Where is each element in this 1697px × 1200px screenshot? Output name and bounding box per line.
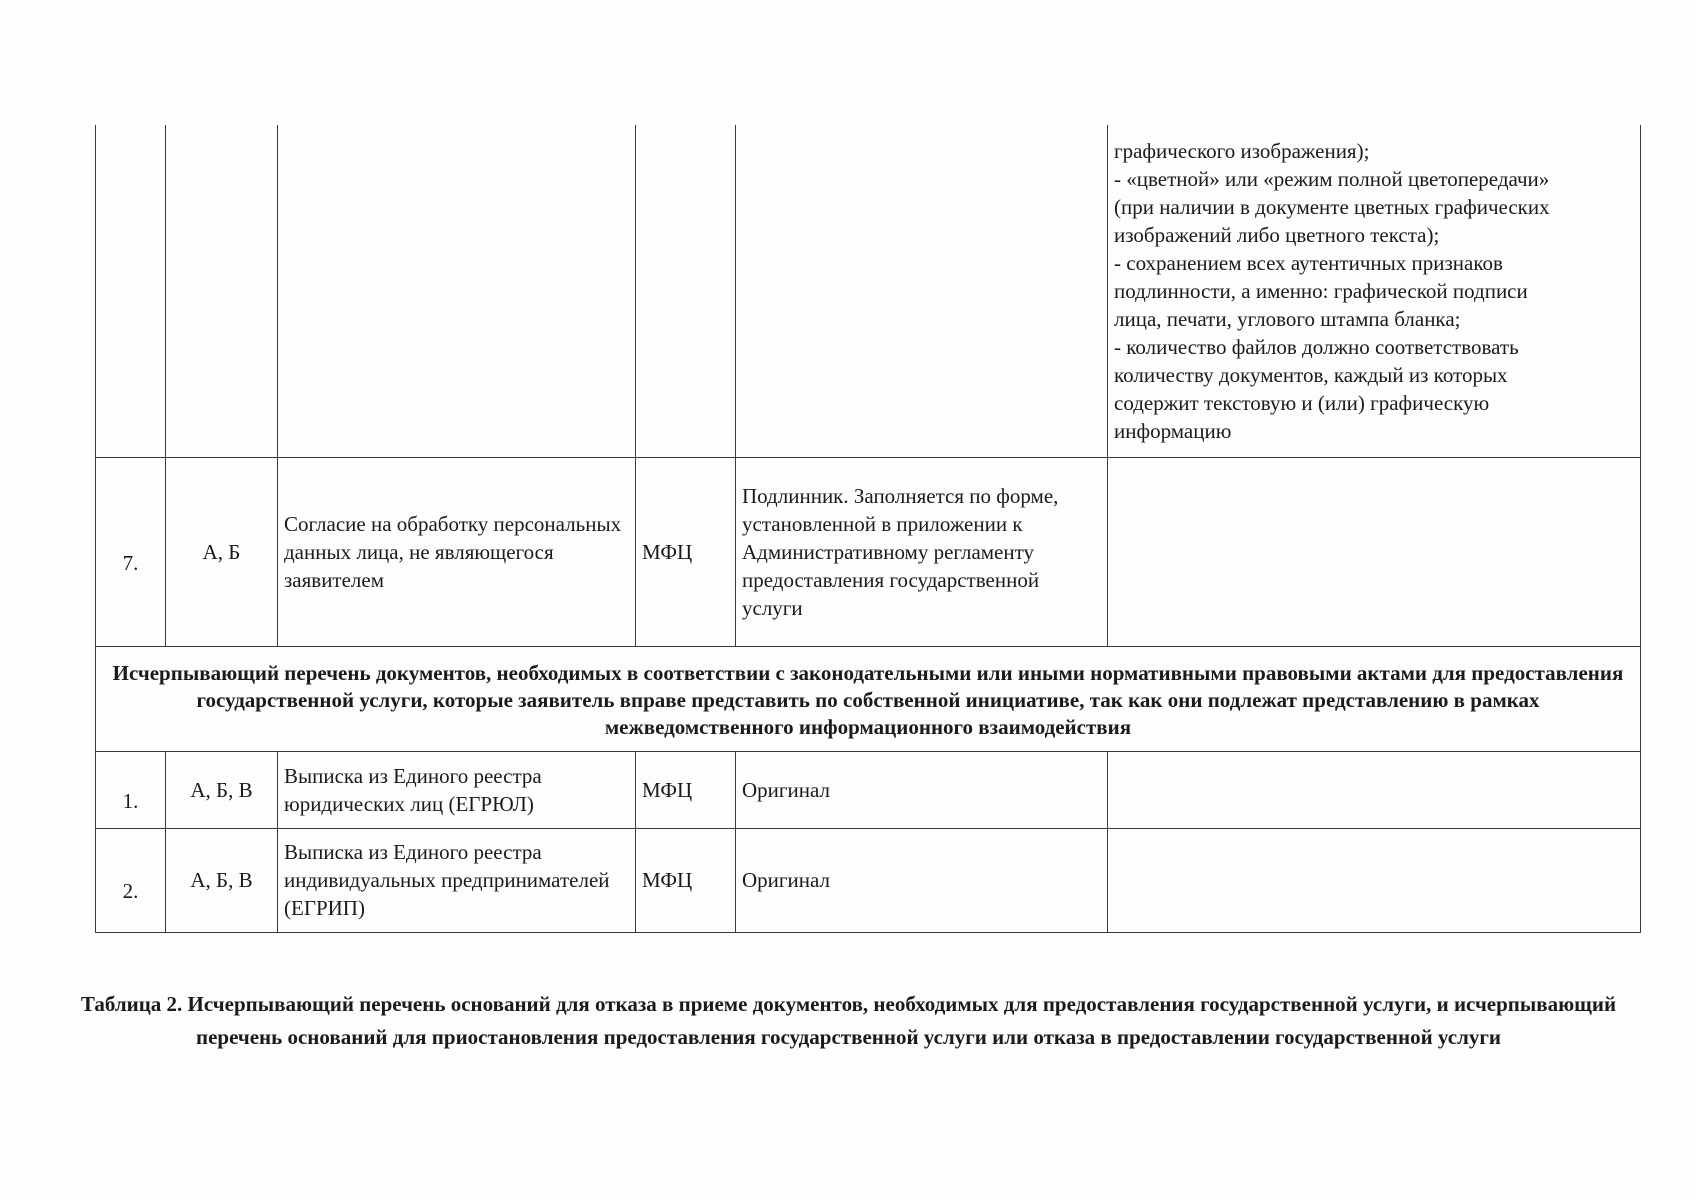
row-number: 7. <box>122 550 139 575</box>
submitted-to-cell: МФЦ <box>636 457 736 646</box>
requirements-cell <box>1108 457 1641 646</box>
requirements-line: подлинности, а именно: графической подписи <box>1114 279 1528 303</box>
requirements-cell <box>1108 751 1641 828</box>
form-cell <box>736 125 1108 457</box>
row-number: 1. <box>122 788 139 813</box>
number-cell <box>96 125 166 457</box>
applicants-cell: А, Б, В <box>166 828 278 932</box>
requirements-cell <box>1108 828 1641 932</box>
document-form-cell: Оригинал <box>736 828 1108 932</box>
requirements-line: лица, печати, углового штампа бланка; <box>1114 307 1461 331</box>
document-cell <box>278 125 636 457</box>
row-number-cell <box>96 828 166 932</box>
submitted-to-cell: МФЦ <box>636 751 736 828</box>
document-form-cell: Оригинал <box>736 751 1108 828</box>
table-caption: Таблица 2. Исчерпывающий перечень оснований для отказа в приеме документов, необходимых для предоставления государственной услуги, и исчерпывающий перечень оснований для приостановления предоставления государственной услуги или отказа в предоставлении государственной услуги <box>80 992 1617 1049</box>
row-number-cell <box>96 457 166 646</box>
requirements-line: содержит текстовую и (или) графическую <box>1114 391 1490 415</box>
document-name-cell: Согласие на обработку персональных данных лица, не являющегося заявителем <box>278 457 636 646</box>
submitted-to-cell <box>636 125 736 457</box>
row-number-cell <box>96 751 166 828</box>
table-row <box>96 457 1641 646</box>
row-number: 2. <box>122 879 139 903</box>
applicants-cell: А, Б, В <box>166 751 278 828</box>
requirements-line: (при наличии в документе цветных графических <box>1114 195 1550 219</box>
submitted-to-cell: МФЦ <box>636 828 736 932</box>
requirements-line: изображений либо цветного текста); <box>1114 223 1440 247</box>
document-name-cell: Выписка из Единого реестра индивидуальных предпринимателей (ЕГРИП) <box>278 828 636 932</box>
requirements-cell <box>1108 125 1641 457</box>
documents-table <box>95 125 1641 933</box>
document-form-cell: Подлинник. Заполняется по форме, установленной в приложении к Административному регламенту предоставления государственной услуги <box>736 457 1108 646</box>
requirements-line: - количество файлов должно соответствовать <box>1114 335 1519 359</box>
requirements-line: количеству документов, каждый из которых <box>1114 363 1508 387</box>
table-row <box>96 828 1641 932</box>
table-row-continued <box>96 125 1641 457</box>
section-heading-row <box>96 646 1641 751</box>
applicants-cell: А, Б <box>166 457 278 646</box>
requirements-line: информацию <box>1114 419 1232 443</box>
requirements-line: графического изображения); <box>1114 139 1370 163</box>
requirements-line: - сохранением всех аутентичных признаков <box>1114 251 1503 275</box>
section-heading: Исчерпывающий перечень документов, необходимых в соответствии с законодательными или иными нормативными правовыми актами для предоставления государственной услуги, которые заявитель вправе представить по собственной инициативе, так как они подлежат представлению в рамках межведомственного информационного взаимодействия <box>96 646 1641 751</box>
requirements-line: - «цветной» или «режим полной цветопередачи» <box>1114 167 1550 191</box>
applicants-cell <box>166 125 278 457</box>
document-name-cell: Выписка из Единого реестра юридических лиц (ЕГРЮЛ) <box>278 751 636 828</box>
table-row <box>96 751 1641 828</box>
